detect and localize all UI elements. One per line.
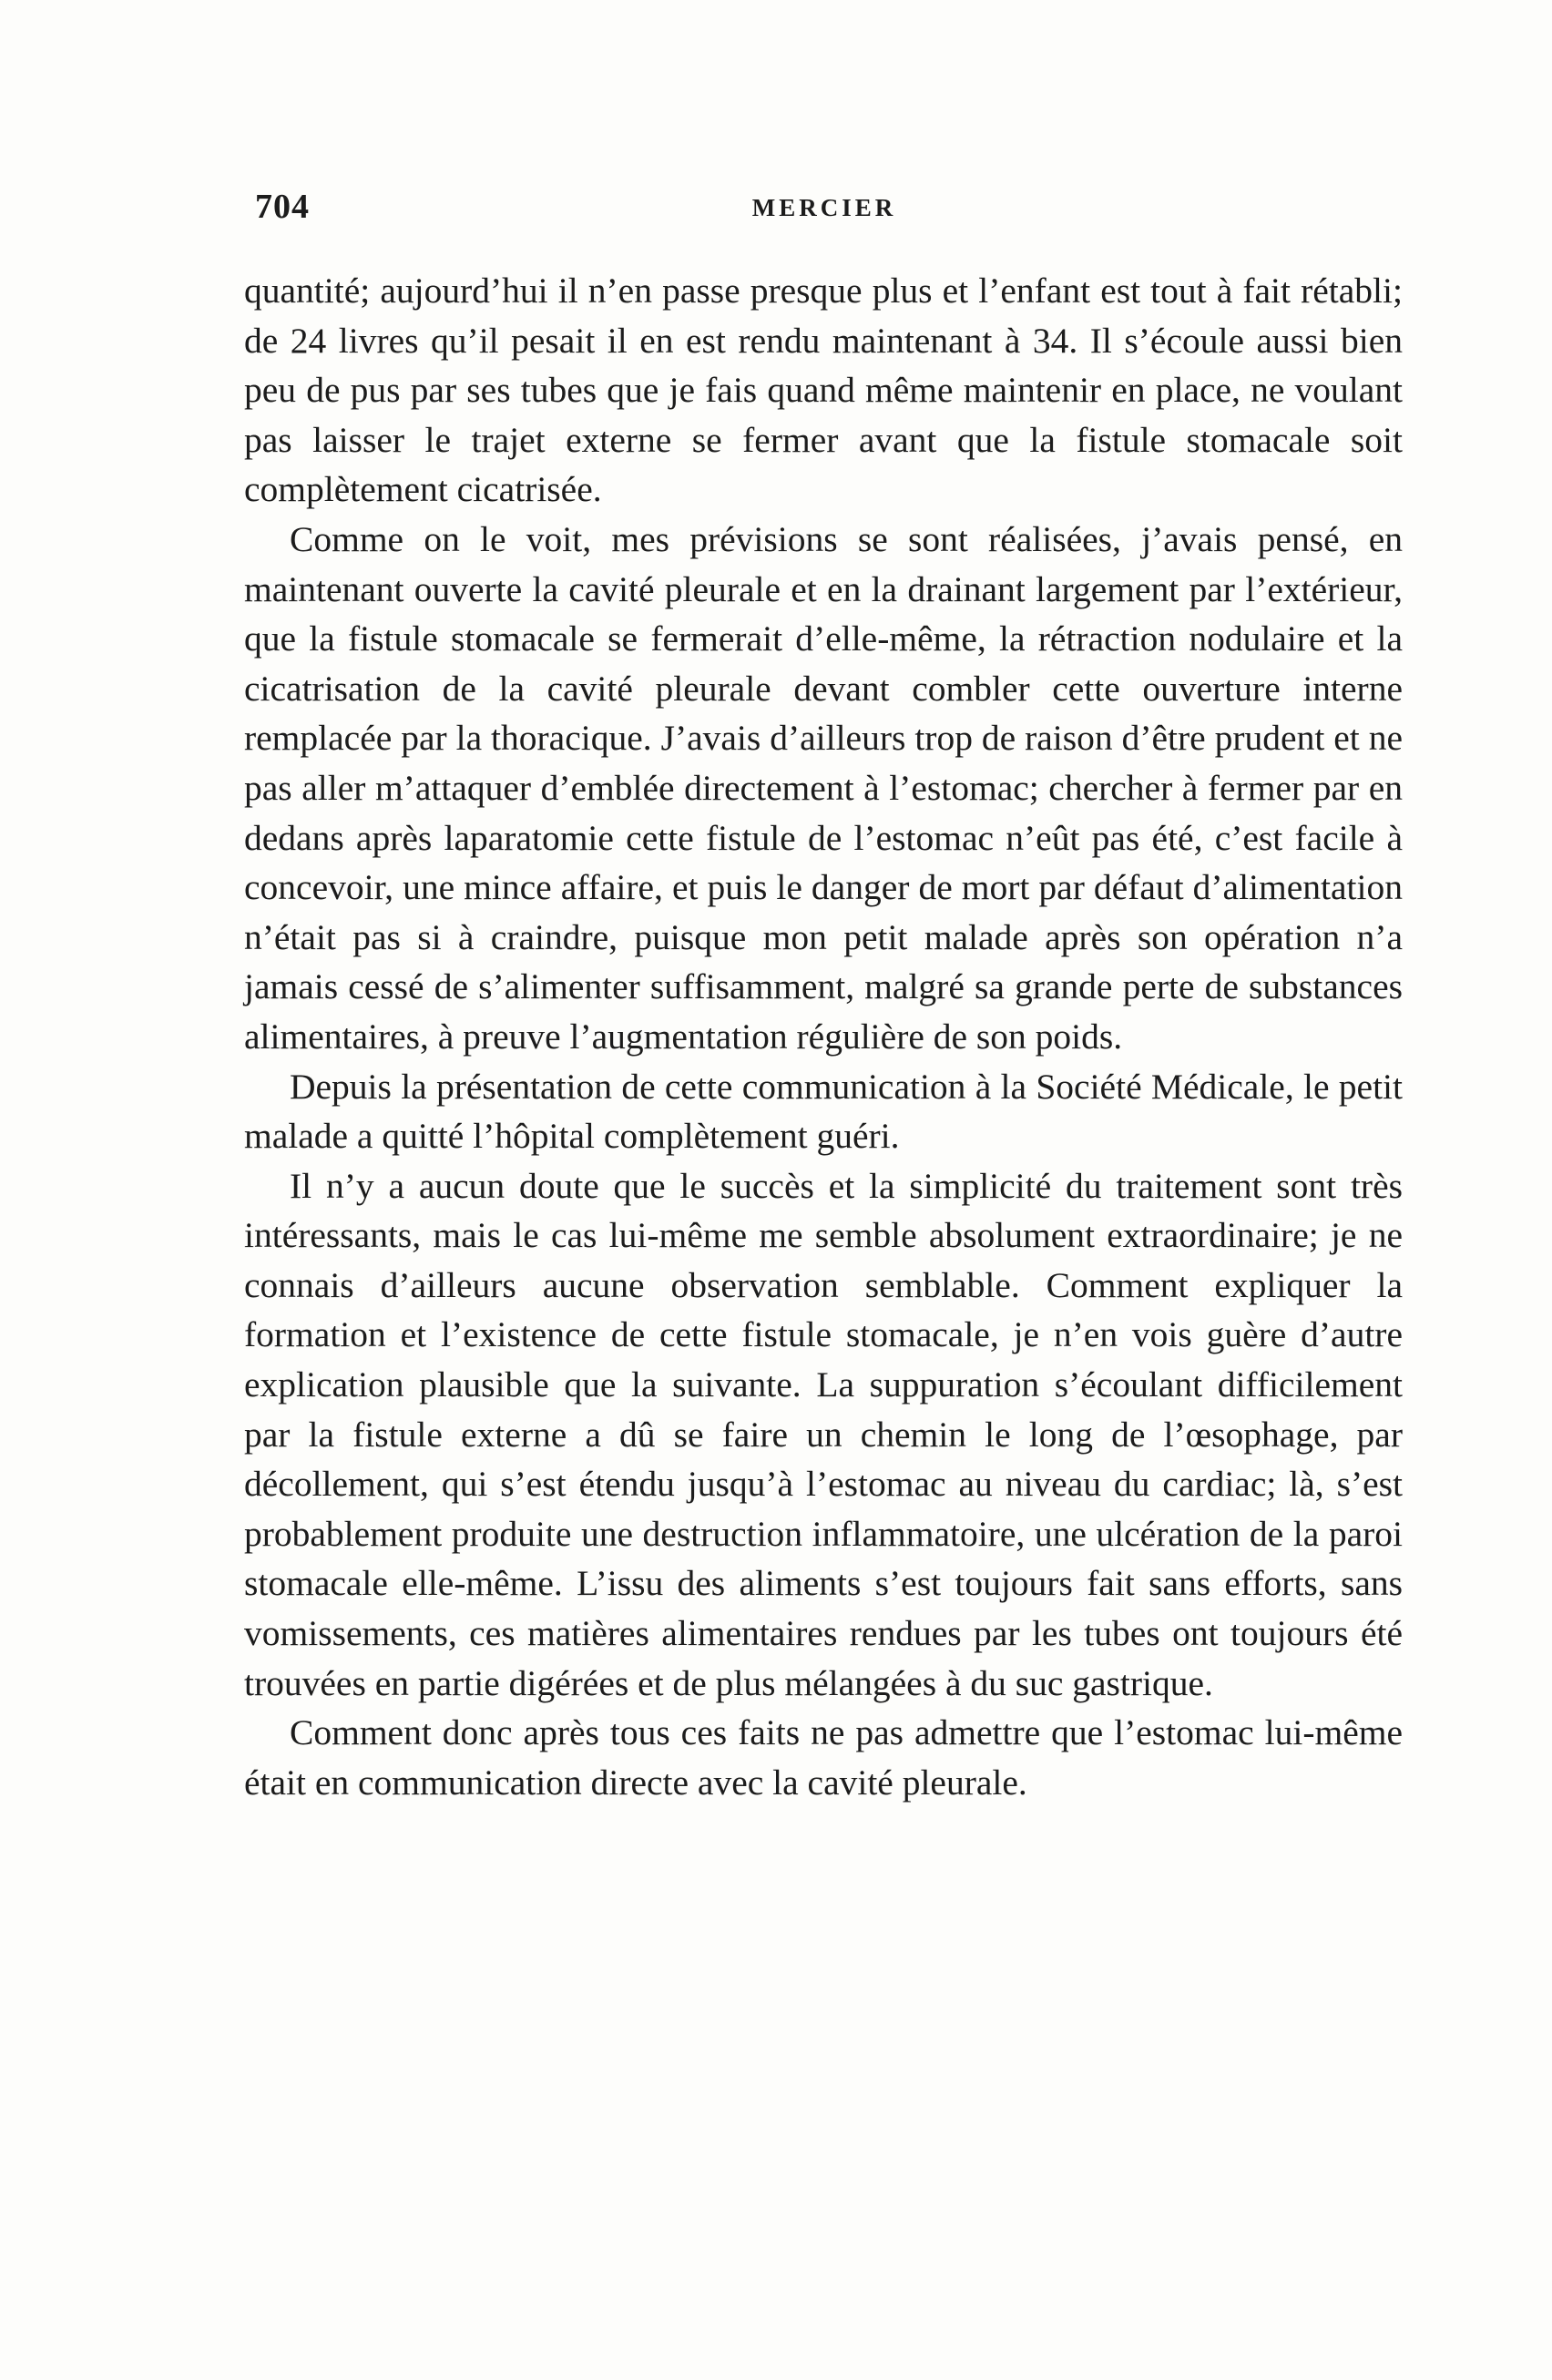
paragraph-conclusion: Comment donc après tous ces faits ne pas admettre que l’estomac lui-même était en communication directe avec la cavité pleurale.: [244, 1712, 1403, 1803]
paragraph-previsions: Comme on le voit, mes prévisions se sont réalisées, j’avais pensé, en maintenant ouverte la cavité pleurale et en la drainant largement par l’extérieur, que la fistule stomacale se fermerait d’elle-même, la rétraction nodulaire et la cicatrisation de la cavité pleurale devant combler cette ouverture interne remplacée par la thoracique. J’avais d’ailleurs trop de raison d’être prudent et ne pas aller m’attaquer d’emblée directement à l’estomac; chercher à fermer par en dedans après laparatomie cette fistule de l’estomac n’eût pas été, c’est facile à concevoir, une mince affaire, et puis le danger de mort par défaut d’alimentation n’était pas si à craindre, puisque mon petit malade après son opération n’a jamais cessé de s’alimenter suffisamment, malgré sa grande perte de substances alimentaires, à preuve l’augmentation régulière de son poids.: [244, 518, 1403, 1057]
body-text: [244, 266, 1403, 1807]
paragraph-explanation: Il n’y a aucun doute que le succès et la simplicité du traitement sont très intéressants, mais le cas lui-même me semble absolument extraordinaire; je ne connais d’ailleurs aucune observation semblable. Comment expliquer la formation et l’existence de cette fistule stomacale, je n’en vois guère d’autre explication plausible que la suivante. La suppuration s’écoulant difficilement par la fistule externe a dû se faire un chemin le long de l’œsophage, par décollement, qui s’est étendu jusqu’à l’estomac au niveau du cardiac; là, s’est probablement produite une destruction inflammatoire, une ulcération de la paroi stomacale elle-même. L’issu des aliments s’est toujours fait sans efforts, sans vomissements, ces matières alimentaires rendues par les tubes ont toujours été trouvées en partie digérées et de plus mélangées à du suc gastrique.: [244, 1165, 1403, 1703]
page-number: 704: [255, 188, 310, 226]
running-head: MERCIER: [751, 194, 897, 221]
paragraph-presentation: Depuis la présentation de cette communication à la Société Médicale, le petit malade a quitté l’hôpital complètement guéri.: [244, 1066, 1403, 1157]
page-header: [246, 187, 1403, 241]
paragraph-continuation: quantité; aujourd’hui il n’en passe presque plus et l’enfant est tout à fait rétabli; de 24 livres qu’il pesait il en est rendu maintenant à 34. Il s’écoule aussi bien peu de pus par ses tubes que je fais quand même maintenir en place, ne voulant pas laisser le trajet externe se fermer avant que la fistule stomacale soit complètement cicatrisée.: [244, 271, 1403, 510]
